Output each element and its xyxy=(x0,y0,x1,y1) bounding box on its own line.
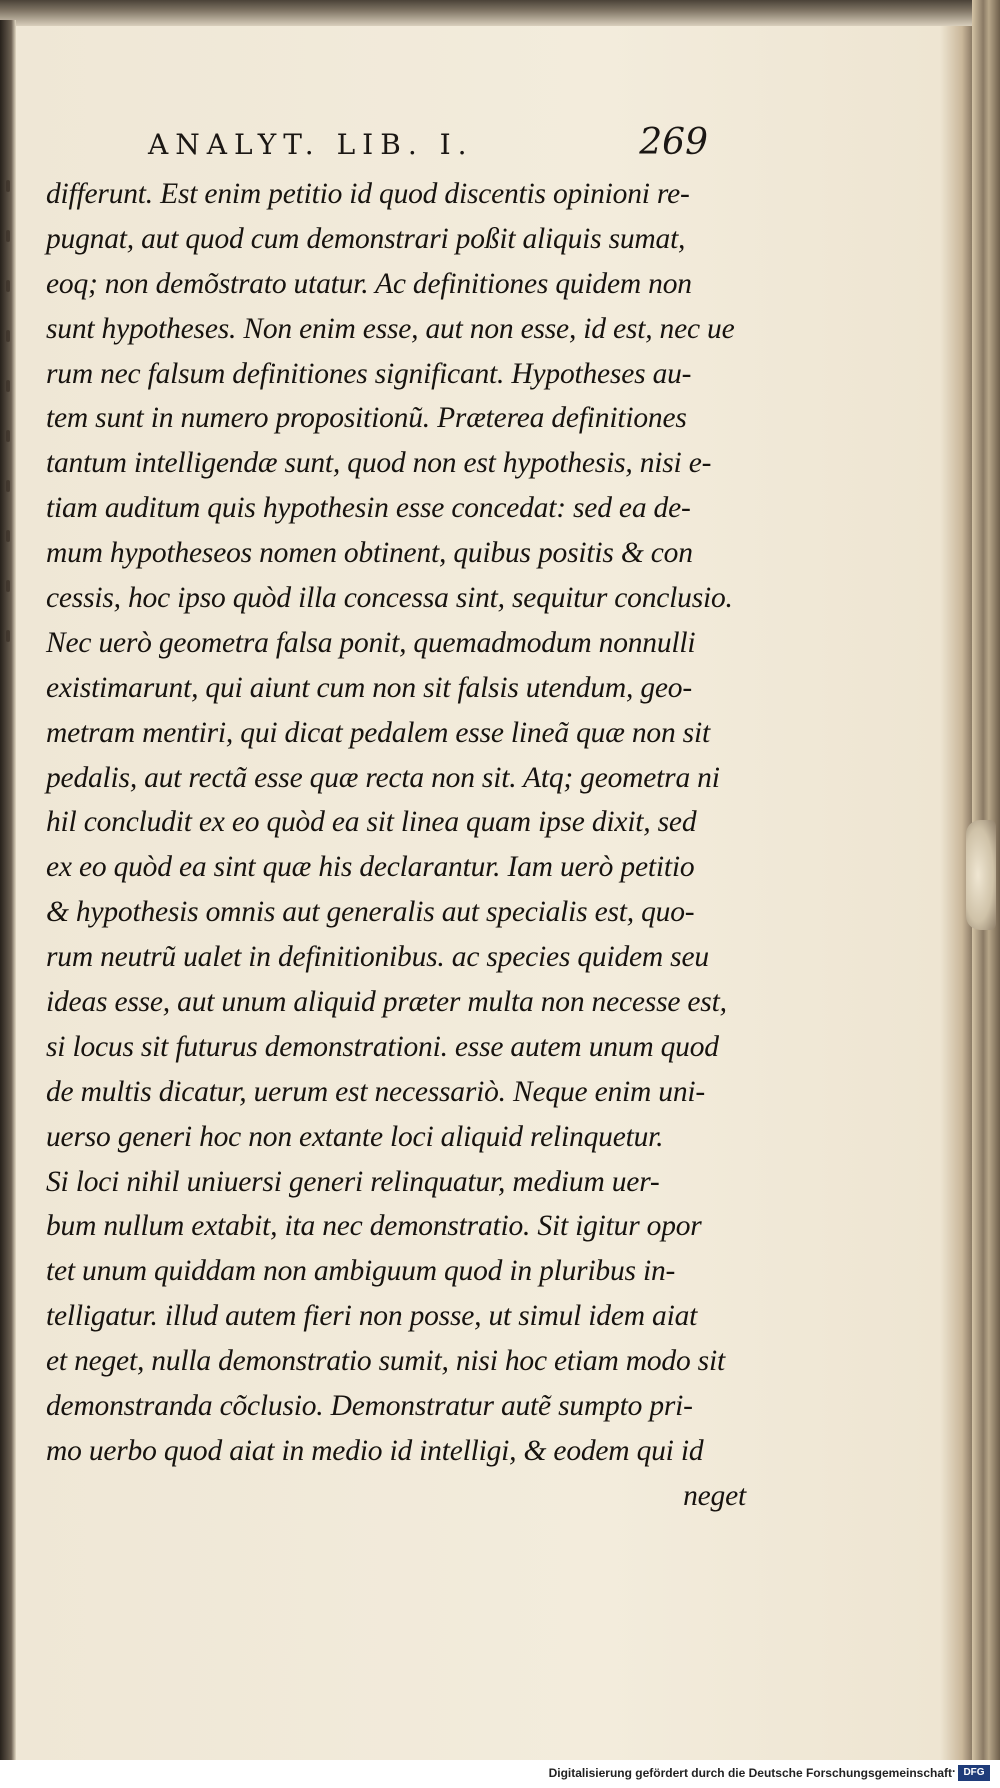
footer-separator: · xyxy=(952,1764,956,1778)
text-line: tet unum quiddam non ambiguum quod in pluribus in- xyxy=(46,1255,676,1288)
binding-gutter xyxy=(0,20,16,1760)
page-header xyxy=(148,124,708,172)
text-line: existimarunt, qui aiunt cum non sit falsis utendum, geo- xyxy=(46,671,692,704)
text-line: de multis dicatur, uerum est necessariò. Neque enim uni- xyxy=(46,1075,706,1108)
body-text xyxy=(46,172,746,1519)
text-line: et neget, nulla demonstratio sumit, nisi hoc etiam modo sit xyxy=(46,1345,725,1378)
text-line: Nec uerò geometra falsa ponit, quemadmodum nonnulli xyxy=(46,626,696,659)
text-line: telligatur. illud autem fieri non posse, ut simul idem aiat xyxy=(46,1300,698,1333)
text-line: demonstranda cõclusio. Demonstratur autẽ sumpto pri- xyxy=(46,1390,693,1423)
text-line: si locus sit futurus demonstrationi. esse autem unum quod xyxy=(46,1030,719,1063)
text-line: hil concludit ex eo quòd ea sit linea quam ipse dixit, sed xyxy=(46,806,697,839)
text-line: Si loci nihil uniuersi generi relinquatur, medium uer- xyxy=(46,1165,660,1198)
text-line: metram mentiri, qui dicat pedalem esse lineã quæ non sit xyxy=(46,716,710,749)
gutter-marks xyxy=(2,180,14,700)
text-line: tem sunt in numero propositionũ. Præterea definitiones xyxy=(46,402,687,435)
text-line: eoq; non demõstrato utatur. Ac definitiones quidem non xyxy=(46,267,692,300)
text-line: ex eo quòd ea sint quæ his declarantur. Iam uerò petitio xyxy=(46,851,695,884)
text-line: pedalis, aut rectã esse quæ recta non sit. Atq; geometra ni xyxy=(46,761,720,794)
page-number: 269 xyxy=(639,122,708,163)
text-line: uerso generi hoc non extante loci aliquid relinquetur. xyxy=(46,1120,664,1153)
text-line: bum nullum extabit, ita nec demonstratio. Sit igitur opor xyxy=(46,1210,702,1243)
text-line: rum nec falsum definitiones significant. Hypotheses au- xyxy=(46,357,692,390)
text-line: cessis, hoc ipso quòd illa concessa sint, sequitur conclusio. xyxy=(46,582,733,615)
page-tab xyxy=(966,820,996,930)
text-line: mo uerbo quod aiat in medio id intelligi, & eodem qui id xyxy=(46,1434,704,1467)
funding-credit: Digitalisierung gefördert durch die Deutsche Forschungsgemeinschaft xyxy=(548,1766,952,1780)
text-line: sunt hypotheses. Non enim esse, aut non esse, id est, nec ue xyxy=(46,312,735,345)
text-line: rum neutrũ ualet in definitionibus. ac species quidem seu xyxy=(46,941,709,974)
running-head: ANALYT. LIB. I. xyxy=(148,128,474,161)
text-line: & hypothesis omnis aut generalis aut specialis est, quo- xyxy=(46,896,695,929)
text-line: ideas esse, aut unum aliquid præter multa non necesse est, xyxy=(46,986,727,1019)
dfg-logo: DFG xyxy=(958,1765,990,1781)
text-line: differunt. Est enim petitio id quod discentis opinioni re- xyxy=(46,178,690,210)
digitization-footer xyxy=(0,1760,1000,1788)
text-line: tantum intelligendæ sunt, quod non est hypothesis, nisi e- xyxy=(46,447,712,480)
text-line: tiam auditum quis hypothesin esse concedat: sed ea de- xyxy=(46,492,691,525)
text-line: mum hypotheseos nomen obtinent, quibus positis & con xyxy=(46,537,693,570)
page-top-edge xyxy=(0,0,1000,26)
text-line: pugnat, aut quod cum demonstrari poßit aliquis sumat, xyxy=(46,222,686,255)
catchword: neget xyxy=(683,1479,746,1512)
